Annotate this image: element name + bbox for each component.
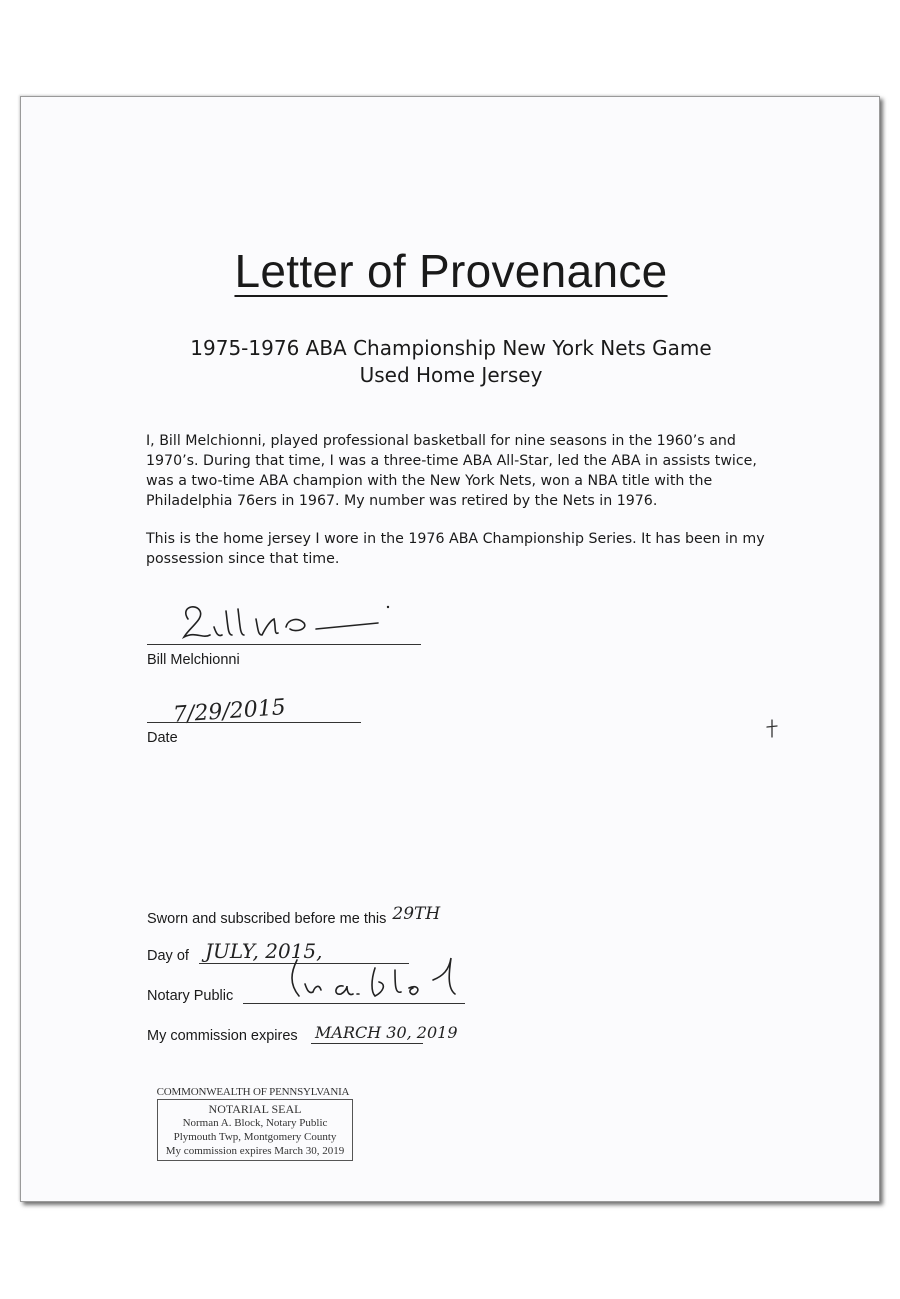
notarial-seal-stamp (153, 1085, 353, 1161)
signature-line (147, 644, 421, 645)
commission-value: MARCH 30, 2019 (315, 1023, 458, 1042)
seal-line-3: Norman A. Block, Notary Public (182, 1117, 328, 1129)
signature-label: Bill Melchionni (147, 652, 240, 668)
handwritten-date: 7/29/2015 (172, 695, 287, 728)
document-title: Letter of Provenance (234, 245, 668, 297)
day-of-label: Day of (147, 948, 189, 964)
notary-signature (283, 950, 473, 1006)
day-of-value: JULY, 2015, (205, 939, 323, 963)
letter-page (20, 96, 880, 1202)
seal-line-5: My commission expires March 30, 2019 (165, 1145, 345, 1157)
notary-label: Notary Public (147, 988, 234, 1004)
seal-line-2: NOTARIAL SEAL (208, 1102, 302, 1116)
seal-line-1: COMMONWEALTH OF PENNSYLVANIA (156, 1086, 350, 1098)
sworn-text: Sworn and subscribed before me this (147, 911, 387, 927)
biography-paragraph: I, Bill Melchionni, played professional basketball for nine seasons in the 1960’s and 1970’s. During that time, I was a three-time ABA All-Star, led the ABA in assists twice, was a two-time ABA champion with the New York Nets, won a NBA title with the Philadelphia 76ers in 1967. My number was retired by the Nets in 1976. (146, 433, 757, 509)
subtitle-line-1: 1975-1976 ABA Championship New York Nets Game (190, 336, 712, 360)
date-line (147, 722, 361, 723)
sworn-statement (147, 904, 441, 928)
document-subtitle (21, 335, 881, 389)
seal-box (157, 1099, 353, 1161)
commission-line (311, 1043, 423, 1044)
sworn-day: 29TH (392, 904, 441, 924)
date-label: Date (147, 730, 178, 746)
commission-label: My commission expires (147, 1028, 298, 1044)
subtitle-line-2: Used Home Jersey (359, 363, 543, 387)
possession-paragraph: This is the home jersey I wore in the 1976 ABA Championship Series. It has been in my possession since that time. (146, 531, 765, 567)
seal-line-4: Plymouth Twp, Montgomery County (173, 1131, 337, 1143)
pen-mark (765, 719, 779, 739)
player-signature (166, 597, 406, 647)
